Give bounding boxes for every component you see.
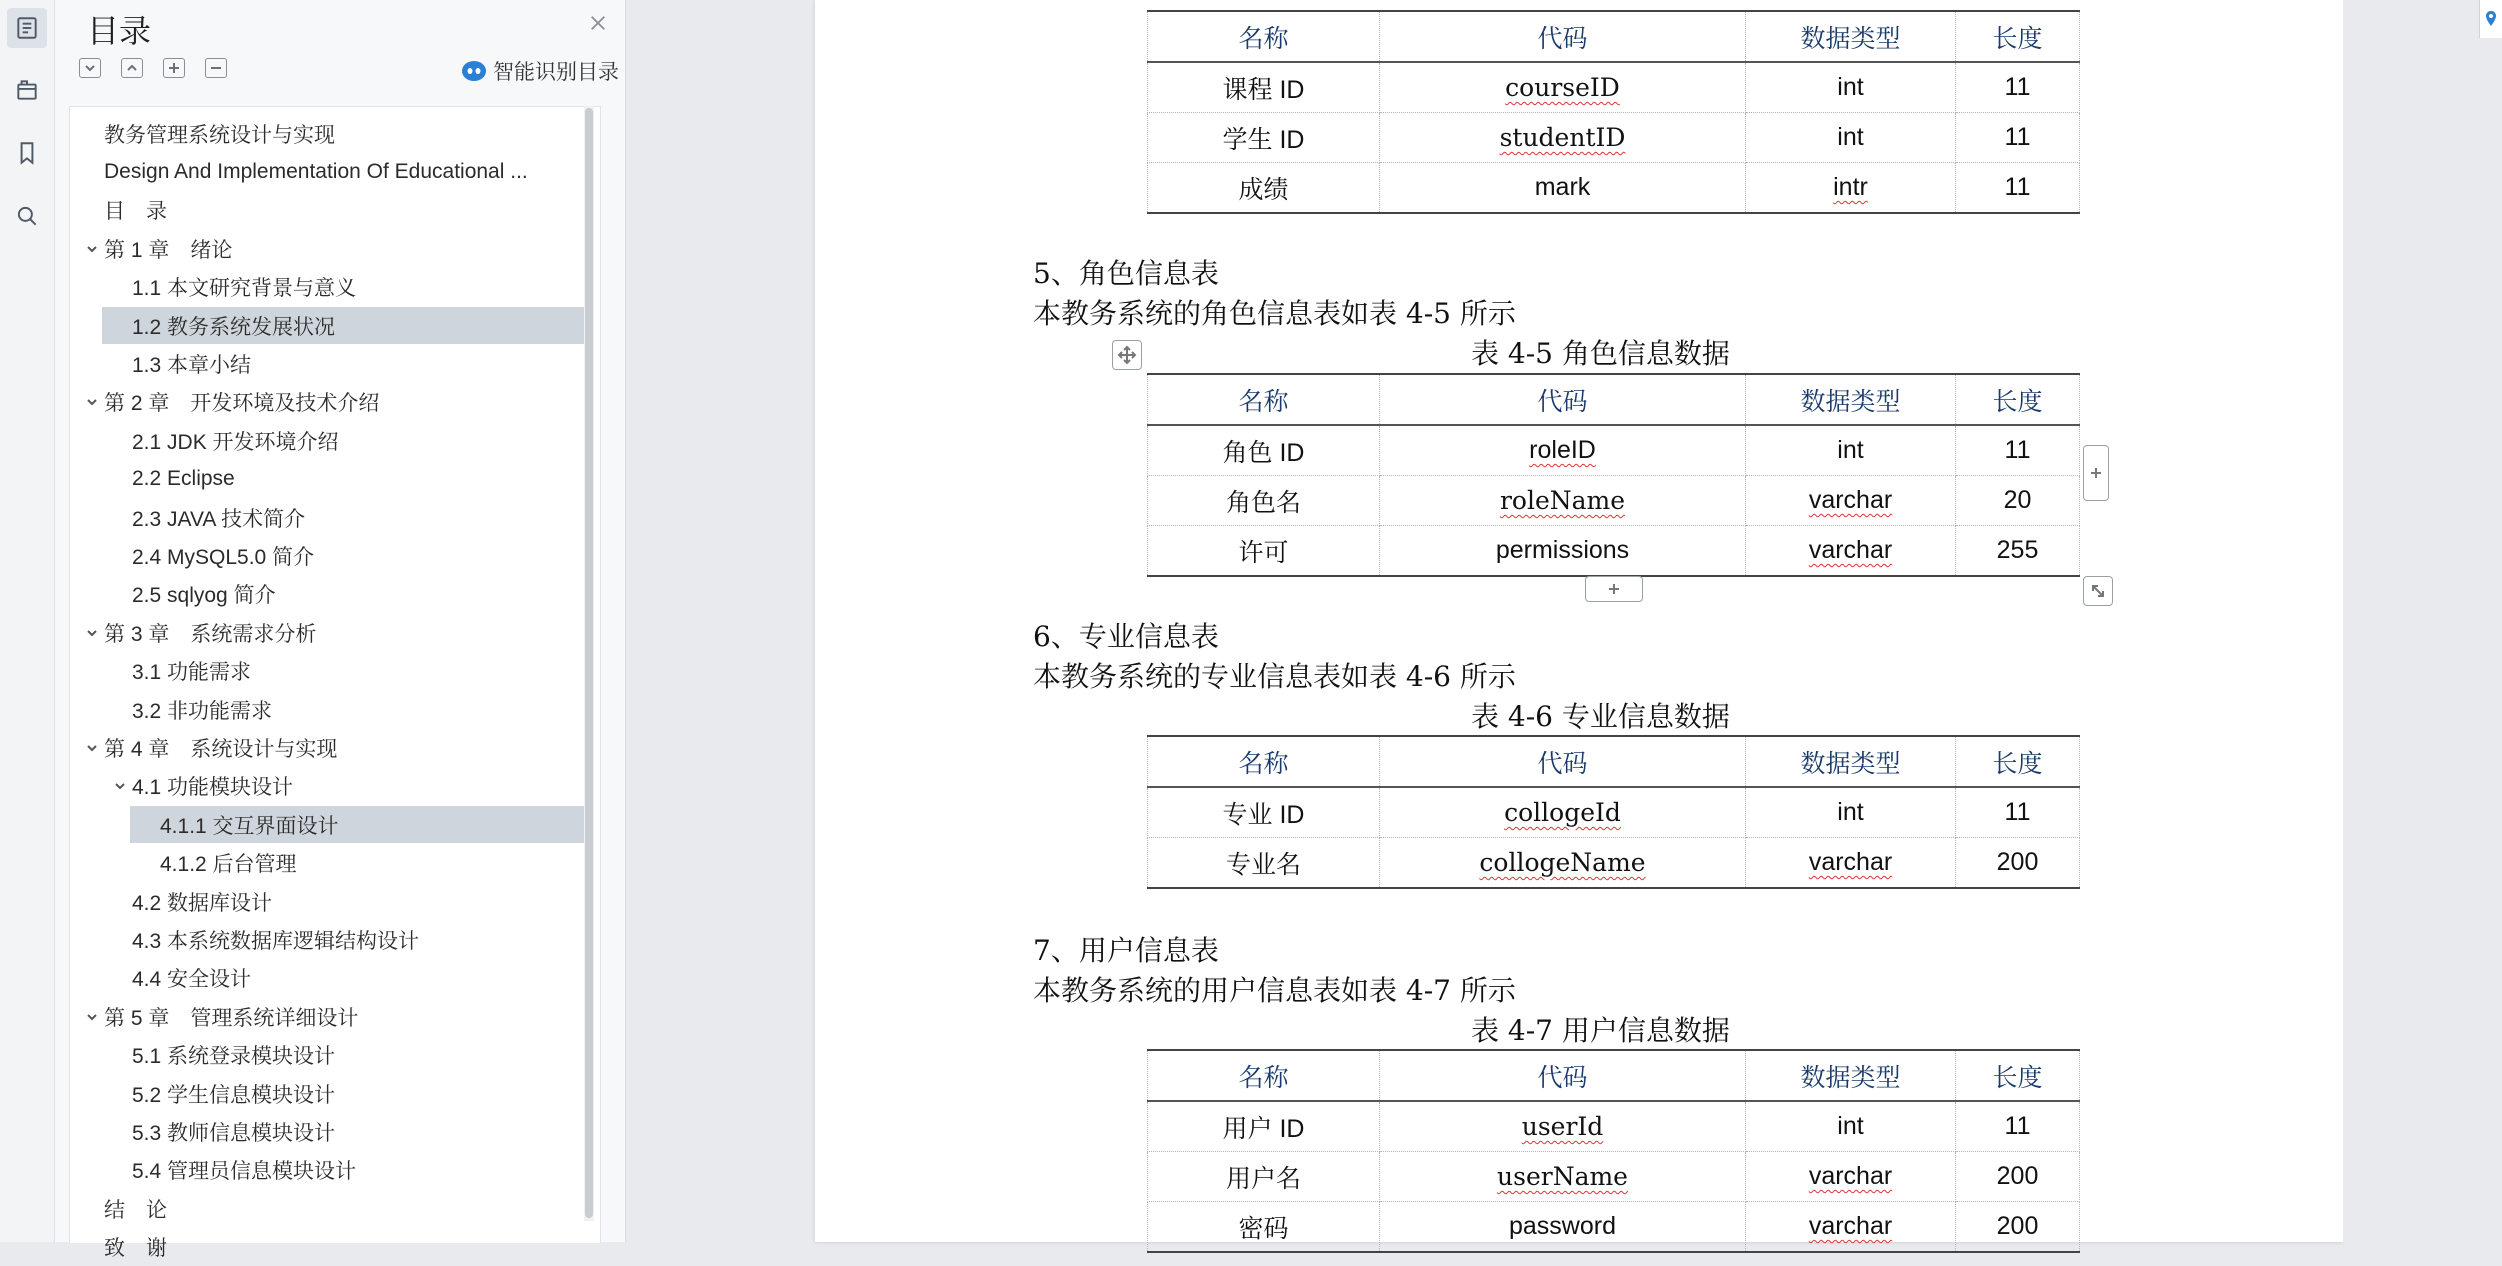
table-header-cell: 数据类型: [1746, 11, 1956, 62]
section-paragraph-major: 本教务系统的专业信息表如表 4-6 所示: [1033, 660, 1516, 693]
toc-item[interactable]: [70, 537, 594, 574]
toc-item-spacer: [110, 469, 130, 489]
role-info-table[interactable]: [1147, 373, 2080, 577]
table-cell-text: 课程 ID: [1222, 75, 1305, 104]
toc-item[interactable]: [70, 653, 594, 690]
toc-item[interactable]: [70, 499, 594, 536]
section-heading-user: 7、用户信息表: [1033, 934, 1219, 967]
toc-item[interactable]: [70, 230, 594, 267]
table-cell[interactable]: [1148, 163, 1380, 214]
toc-item[interactable]: [70, 422, 594, 459]
toc-item-spacer: [110, 277, 130, 297]
toc-item[interactable]: [70, 998, 594, 1035]
table-cell[interactable]: [1380, 787, 1746, 838]
table-cell[interactable]: [1956, 526, 2080, 577]
toc-item-spacer: [82, 124, 102, 144]
table-cell[interactable]: [1746, 425, 1956, 476]
table-cell[interactable]: [1380, 1152, 1746, 1202]
table-cell-text: roleName: [1499, 486, 1626, 515]
toc-item-label: 第 1 章 绪论: [104, 238, 233, 262]
table-cell-text: 11: [2004, 123, 2031, 151]
toc-item[interactable]: [70, 1075, 594, 1112]
table-cell-text: varchar: [1808, 1162, 1893, 1190]
toc-item-label: 5.4 管理员信息模块设计: [132, 1160, 357, 1184]
table-caption-role: 表 4-5 角色信息数据: [1471, 337, 1730, 370]
toc-title: 目录: [87, 13, 152, 49]
toc-item-label: 4.3 本系统数据库逻辑结构设计: [132, 929, 420, 953]
toc-item-label: 1.2 教务系统发展状况: [132, 315, 336, 339]
table-header-cell: 长度: [1956, 1050, 2080, 1101]
table-cell[interactable]: [1956, 838, 2080, 889]
table-caption-user: 表 4-7 用户信息数据: [1471, 1014, 1730, 1047]
table-cell[interactable]: [1380, 526, 1746, 577]
table-row: [1148, 838, 2080, 889]
toc-item[interactable]: [70, 768, 594, 805]
table-row: [1148, 113, 2080, 163]
table-cell[interactable]: [1746, 476, 1956, 526]
toc-item[interactable]: [70, 576, 594, 613]
toc-item-label: 3.1 功能需求: [132, 661, 252, 685]
toc-item-label: 第 4 章 系统设计与实现: [104, 737, 338, 761]
toc-item-spacer: [110, 700, 130, 720]
collapse-all-icon[interactable]: [79, 58, 101, 78]
table-cell-text: mark: [1534, 173, 1591, 201]
table-row: [1148, 1152, 2080, 1202]
ai-robot-icon: [461, 60, 487, 82]
table-header-cell: 名称: [1148, 374, 1380, 425]
table-cell-text: 11: [2004, 1112, 2031, 1140]
table-cell[interactable]: [1380, 113, 1746, 163]
section-heading-major: 6、专业信息表: [1033, 620, 1219, 653]
table-cell[interactable]: [1956, 163, 2080, 214]
ai-recognize-toc-button[interactable]: [461, 56, 619, 86]
table-cell[interactable]: [1956, 113, 2080, 163]
table-cell-text: userName: [1497, 1162, 1628, 1191]
table-cell-text: 200: [1996, 1162, 2039, 1190]
toc-item-label: 5.3 教师信息模块设计: [132, 1121, 336, 1145]
toc-item-label: 结 论: [104, 1198, 167, 1222]
table-cell[interactable]: [1148, 787, 1380, 838]
toc-item-spacer: [110, 431, 130, 451]
toc-item[interactable]: [70, 1152, 594, 1189]
toc-item-label: 3.2 非功能需求: [132, 699, 273, 723]
search-icon[interactable]: [7, 196, 47, 236]
chevron-down-icon[interactable]: [82, 239, 102, 259]
toc-item-label: 第 2 章 开发环境及技术介绍: [104, 392, 380, 416]
toc-item-spacer: [110, 1084, 130, 1104]
toc-item-spacer: [110, 1122, 130, 1142]
table-cell-text: collogeName: [1479, 848, 1646, 877]
table-cell[interactable]: [1746, 62, 1956, 113]
table-cell-text: collogeId: [1504, 798, 1621, 827]
toc-item-label: 5.2 学生信息模块设计: [132, 1083, 336, 1107]
table-cell-text: 20: [2003, 486, 2032, 514]
toc-item[interactable]: [102, 307, 594, 344]
table-cell[interactable]: [1380, 476, 1746, 526]
table-cell-text: varchar: [1808, 1212, 1893, 1240]
toc-item-label: 第 5 章 管理系统详细设计: [104, 1006, 359, 1030]
table-cell-text: 密码: [1238, 1214, 1289, 1243]
table-cell[interactable]: [1956, 425, 2080, 476]
toc-item-label: 致 谢: [104, 1237, 167, 1261]
table-cell-text: 11: [2004, 173, 2031, 201]
right-gutter: [2343, 0, 2502, 1242]
toc-item-label: 1.1 本文研究背景与意义: [132, 277, 357, 301]
location-pin-icon[interactable]: [2479, 0, 2502, 38]
table-cell[interactable]: [1148, 1152, 1380, 1202]
side-rail: [0, 0, 55, 1242]
table-cell[interactable]: [1148, 62, 1380, 113]
table-cell-text: 255: [1996, 536, 2039, 564]
table-header-cell: 名称: [1148, 736, 1380, 787]
table-cell-text: int: [1837, 436, 1864, 464]
section-heading-role: 5、角色信息表: [1033, 257, 1219, 290]
table-cell-text: permissions: [1495, 536, 1630, 564]
table-header-cell: 数据类型: [1746, 736, 1956, 787]
chevron-down-icon[interactable]: [110, 776, 130, 796]
remove-entry-icon[interactable]: [205, 58, 227, 78]
toc-item-label: 第 3 章 系统需求分析: [104, 622, 317, 646]
table-cell-text: varchar: [1808, 536, 1893, 564]
toc-icon[interactable]: [7, 8, 47, 48]
toc-item-spacer: [110, 584, 130, 604]
toc-item-spacer: [110, 1160, 130, 1180]
table-cell-text: int: [1837, 73, 1864, 101]
table-row: [1148, 1101, 2080, 1152]
table-cell-text: 11: [2004, 73, 2031, 101]
table-row: [1148, 526, 2080, 577]
outline-icon[interactable]: [7, 70, 47, 110]
table-cell[interactable]: [1746, 1152, 1956, 1202]
toc-item-spacer: [82, 162, 102, 182]
table-header-cell: 代码: [1380, 1050, 1746, 1101]
table-cell-text: roleID: [1529, 436, 1596, 464]
toc-item-spacer: [110, 508, 130, 528]
toc-item-label: 4.2 数据库设计: [132, 891, 273, 915]
table-cell[interactable]: [1148, 526, 1380, 577]
table-row: [1148, 163, 2080, 214]
table-header-cell: 代码: [1380, 736, 1746, 787]
close-icon[interactable]: [585, 10, 611, 36]
toc-item[interactable]: [70, 153, 594, 190]
user-info-table[interactable]: [1147, 1049, 2080, 1253]
chevron-down-icon[interactable]: [82, 392, 102, 412]
table-header-cell: 代码: [1380, 374, 1746, 425]
table-cell-text: 11: [2004, 798, 2031, 826]
toc-item[interactable]: [70, 845, 594, 882]
toc-scrollbar[interactable]: [584, 106, 594, 1221]
toc-item-spacer: [82, 1199, 102, 1219]
toc-item-label: 4.4 安全设计: [132, 968, 252, 992]
table-cell-text: varchar: [1808, 486, 1893, 514]
toc-item-label: 4.1 功能模块设计: [132, 776, 294, 800]
toc-item-spacer: [138, 815, 158, 835]
table-cell-text: password: [1509, 1212, 1616, 1240]
scrollbar-thumb[interactable]: [585, 108, 593, 1218]
table-cell-text: int: [1837, 1112, 1864, 1140]
toc-item[interactable]: [70, 729, 594, 766]
table-cell-text: varchar: [1808, 848, 1893, 876]
table-cell-text: userId: [1521, 1112, 1604, 1141]
table-cell[interactable]: [1746, 787, 1956, 838]
toc-item-spacer: [110, 968, 130, 988]
toc-item[interactable]: [70, 345, 594, 382]
table-cell[interactable]: [1148, 425, 1380, 476]
toc-item[interactable]: [70, 960, 594, 997]
toc-item[interactable]: [70, 1037, 594, 1074]
toc-item-spacer: [110, 892, 130, 912]
toc-item-label: 2.4 MySQL5.0 简介: [132, 545, 315, 569]
toc-item[interactable]: [70, 384, 594, 421]
table-cell[interactable]: [1380, 62, 1746, 113]
table-cell-text: 专业名: [1225, 850, 1301, 879]
add-row-icon[interactable]: [1585, 576, 1643, 602]
table-cell[interactable]: [1148, 1202, 1380, 1253]
toc-item-spacer: [82, 1237, 102, 1257]
table-cell[interactable]: [1148, 838, 1380, 889]
table-cell-text: int: [1837, 798, 1864, 826]
toc-item[interactable]: [70, 614, 594, 651]
toc-item[interactable]: [130, 806, 594, 843]
table-cell[interactable]: [1746, 526, 1956, 577]
table-cell[interactable]: [1956, 1152, 2080, 1202]
table-cell[interactable]: [1148, 113, 1380, 163]
expand-up-icon[interactable]: [121, 58, 143, 78]
table-cell[interactable]: [1746, 838, 1956, 889]
chevron-down-icon[interactable]: [82, 738, 102, 758]
table-cell[interactable]: [1956, 1101, 2080, 1152]
chevron-down-icon[interactable]: [82, 623, 102, 643]
table-header-cell: 代码: [1380, 11, 1746, 62]
table-header-cell: 长度: [1956, 11, 2080, 62]
table-cell[interactable]: [1380, 1101, 1746, 1152]
table-cell[interactable]: [1956, 787, 2080, 838]
toc-item-label: 2.3 JAVA 技术简介: [132, 507, 306, 531]
bookmark-icon[interactable]: [7, 133, 47, 173]
table-cell[interactable]: [1380, 425, 1746, 476]
table-header-cell: 长度: [1956, 374, 2080, 425]
table-cell[interactable]: [1746, 1202, 1956, 1253]
toc-item[interactable]: [70, 1113, 594, 1150]
table-cell[interactable]: [1956, 62, 2080, 113]
table-cell-text: 许可: [1238, 538, 1289, 567]
toc-item-spacer: [138, 853, 158, 873]
toc-item[interactable]: [70, 921, 594, 958]
table-header-cell: 数据类型: [1746, 374, 1956, 425]
table-row: [1148, 476, 2080, 526]
table-move-handle-icon[interactable]: [1112, 340, 1142, 370]
table-cell-text: studentID: [1499, 123, 1626, 152]
toc-item-label: 2.5 sqlyog 简介: [132, 584, 276, 608]
table-cell[interactable]: [1956, 476, 2080, 526]
toc-item-label: Design And Implementation Of Educational ...: [104, 159, 528, 183]
table-cell-text: 专业 ID: [1222, 800, 1305, 829]
toc-item[interactable]: [70, 115, 594, 152]
toc-item[interactable]: [70, 269, 594, 306]
table-cell-text: 学生 ID: [1222, 125, 1305, 154]
table-cell[interactable]: [1380, 1202, 1746, 1253]
toc-panel: [55, 0, 626, 1261]
toc-item-spacer: [110, 661, 130, 681]
table-caption-major: 表 4-6 专业信息数据: [1471, 700, 1730, 733]
table-cell-text: 成绩: [1238, 175, 1289, 204]
toc-item-label: 目 录: [104, 200, 167, 224]
table-cell-text: 11: [2004, 436, 2031, 464]
table-cell[interactable]: [1148, 476, 1380, 526]
add-column-icon[interactable]: [2083, 445, 2109, 501]
toc-item[interactable]: [70, 192, 594, 229]
table-cell-text: 用户 ID: [1222, 1114, 1305, 1143]
table-resize-icon[interactable]: [2083, 576, 2113, 606]
table-cell[interactable]: [1746, 163, 1956, 214]
toc-item[interactable]: [70, 461, 594, 498]
toc-item-label: 2.2 Eclipse: [132, 467, 235, 491]
table-cell-text: int: [1837, 123, 1864, 151]
table-cell[interactable]: [1746, 113, 1956, 163]
chevron-down-icon[interactable]: [82, 1007, 102, 1027]
toc-item[interactable]: [70, 1229, 594, 1266]
table-header-cell: 名称: [1148, 11, 1380, 62]
section-paragraph-role: 本教务系统的角色信息表如表 4-5 所示: [1033, 297, 1516, 330]
toc-item-label: 5.1 系统登录模块设计: [132, 1045, 336, 1069]
toc-item[interactable]: [70, 1190, 594, 1227]
table-row: [1148, 62, 2080, 113]
table-cell-text: 用户名: [1225, 1164, 1301, 1193]
toc-item-label: 教务管理系统设计与实现: [104, 123, 335, 147]
table-cell[interactable]: [1956, 1202, 2080, 1253]
table-cell-text: 200: [1996, 1212, 2039, 1240]
toc-item-label: 2.1 JDK 开发环境介绍: [132, 430, 339, 454]
table-row: [1148, 425, 2080, 476]
table-cell-text: 角色名: [1225, 488, 1301, 517]
table-cell[interactable]: [1746, 1101, 1956, 1152]
toc-item-label: 4.1.2 后台管理: [160, 853, 297, 877]
toc-item[interactable]: [70, 883, 594, 920]
table-cell[interactable]: [1380, 838, 1746, 889]
table-row: [1148, 1202, 2080, 1253]
toc-item-label: 1.3 本章小结: [132, 353, 252, 377]
toc-item-spacer: [110, 316, 130, 336]
table-row: [1148, 787, 2080, 838]
table-header-cell: 长度: [1956, 736, 2080, 787]
ai-recognize-label: 智能识别目录: [493, 61, 619, 84]
toc-item-spacer: [110, 930, 130, 950]
major-info-table[interactable]: [1147, 735, 2080, 889]
toc-item[interactable]: [70, 691, 594, 728]
table-cell-text: courseID: [1505, 73, 1620, 102]
table-cell-text: 200: [1996, 848, 2039, 876]
table-cell[interactable]: [1380, 163, 1746, 214]
table-header-cell: 数据类型: [1746, 1050, 1956, 1101]
document-page: [815, 0, 2343, 1242]
table-cell-text: 角色 ID: [1222, 438, 1305, 467]
toc-item-spacer: [82, 200, 102, 220]
add-entry-icon[interactable]: [163, 58, 185, 78]
toc-item-spacer: [110, 1045, 130, 1065]
table-header-cell: 名称: [1148, 1050, 1380, 1101]
table-cell-text: intr: [1833, 173, 1868, 201]
toc-item-spacer: [110, 546, 130, 566]
course-score-table[interactable]: [1147, 10, 2080, 214]
toc-list: [69, 106, 601, 1261]
toc-toolbar: [79, 58, 227, 78]
section-paragraph-user: 本教务系统的用户信息表如表 4-7 所示: [1033, 974, 1516, 1007]
toc-item-label: 4.1.1 交互界面设计: [160, 814, 339, 838]
table-cell[interactable]: [1148, 1101, 1380, 1152]
toc-item-spacer: [110, 354, 130, 374]
